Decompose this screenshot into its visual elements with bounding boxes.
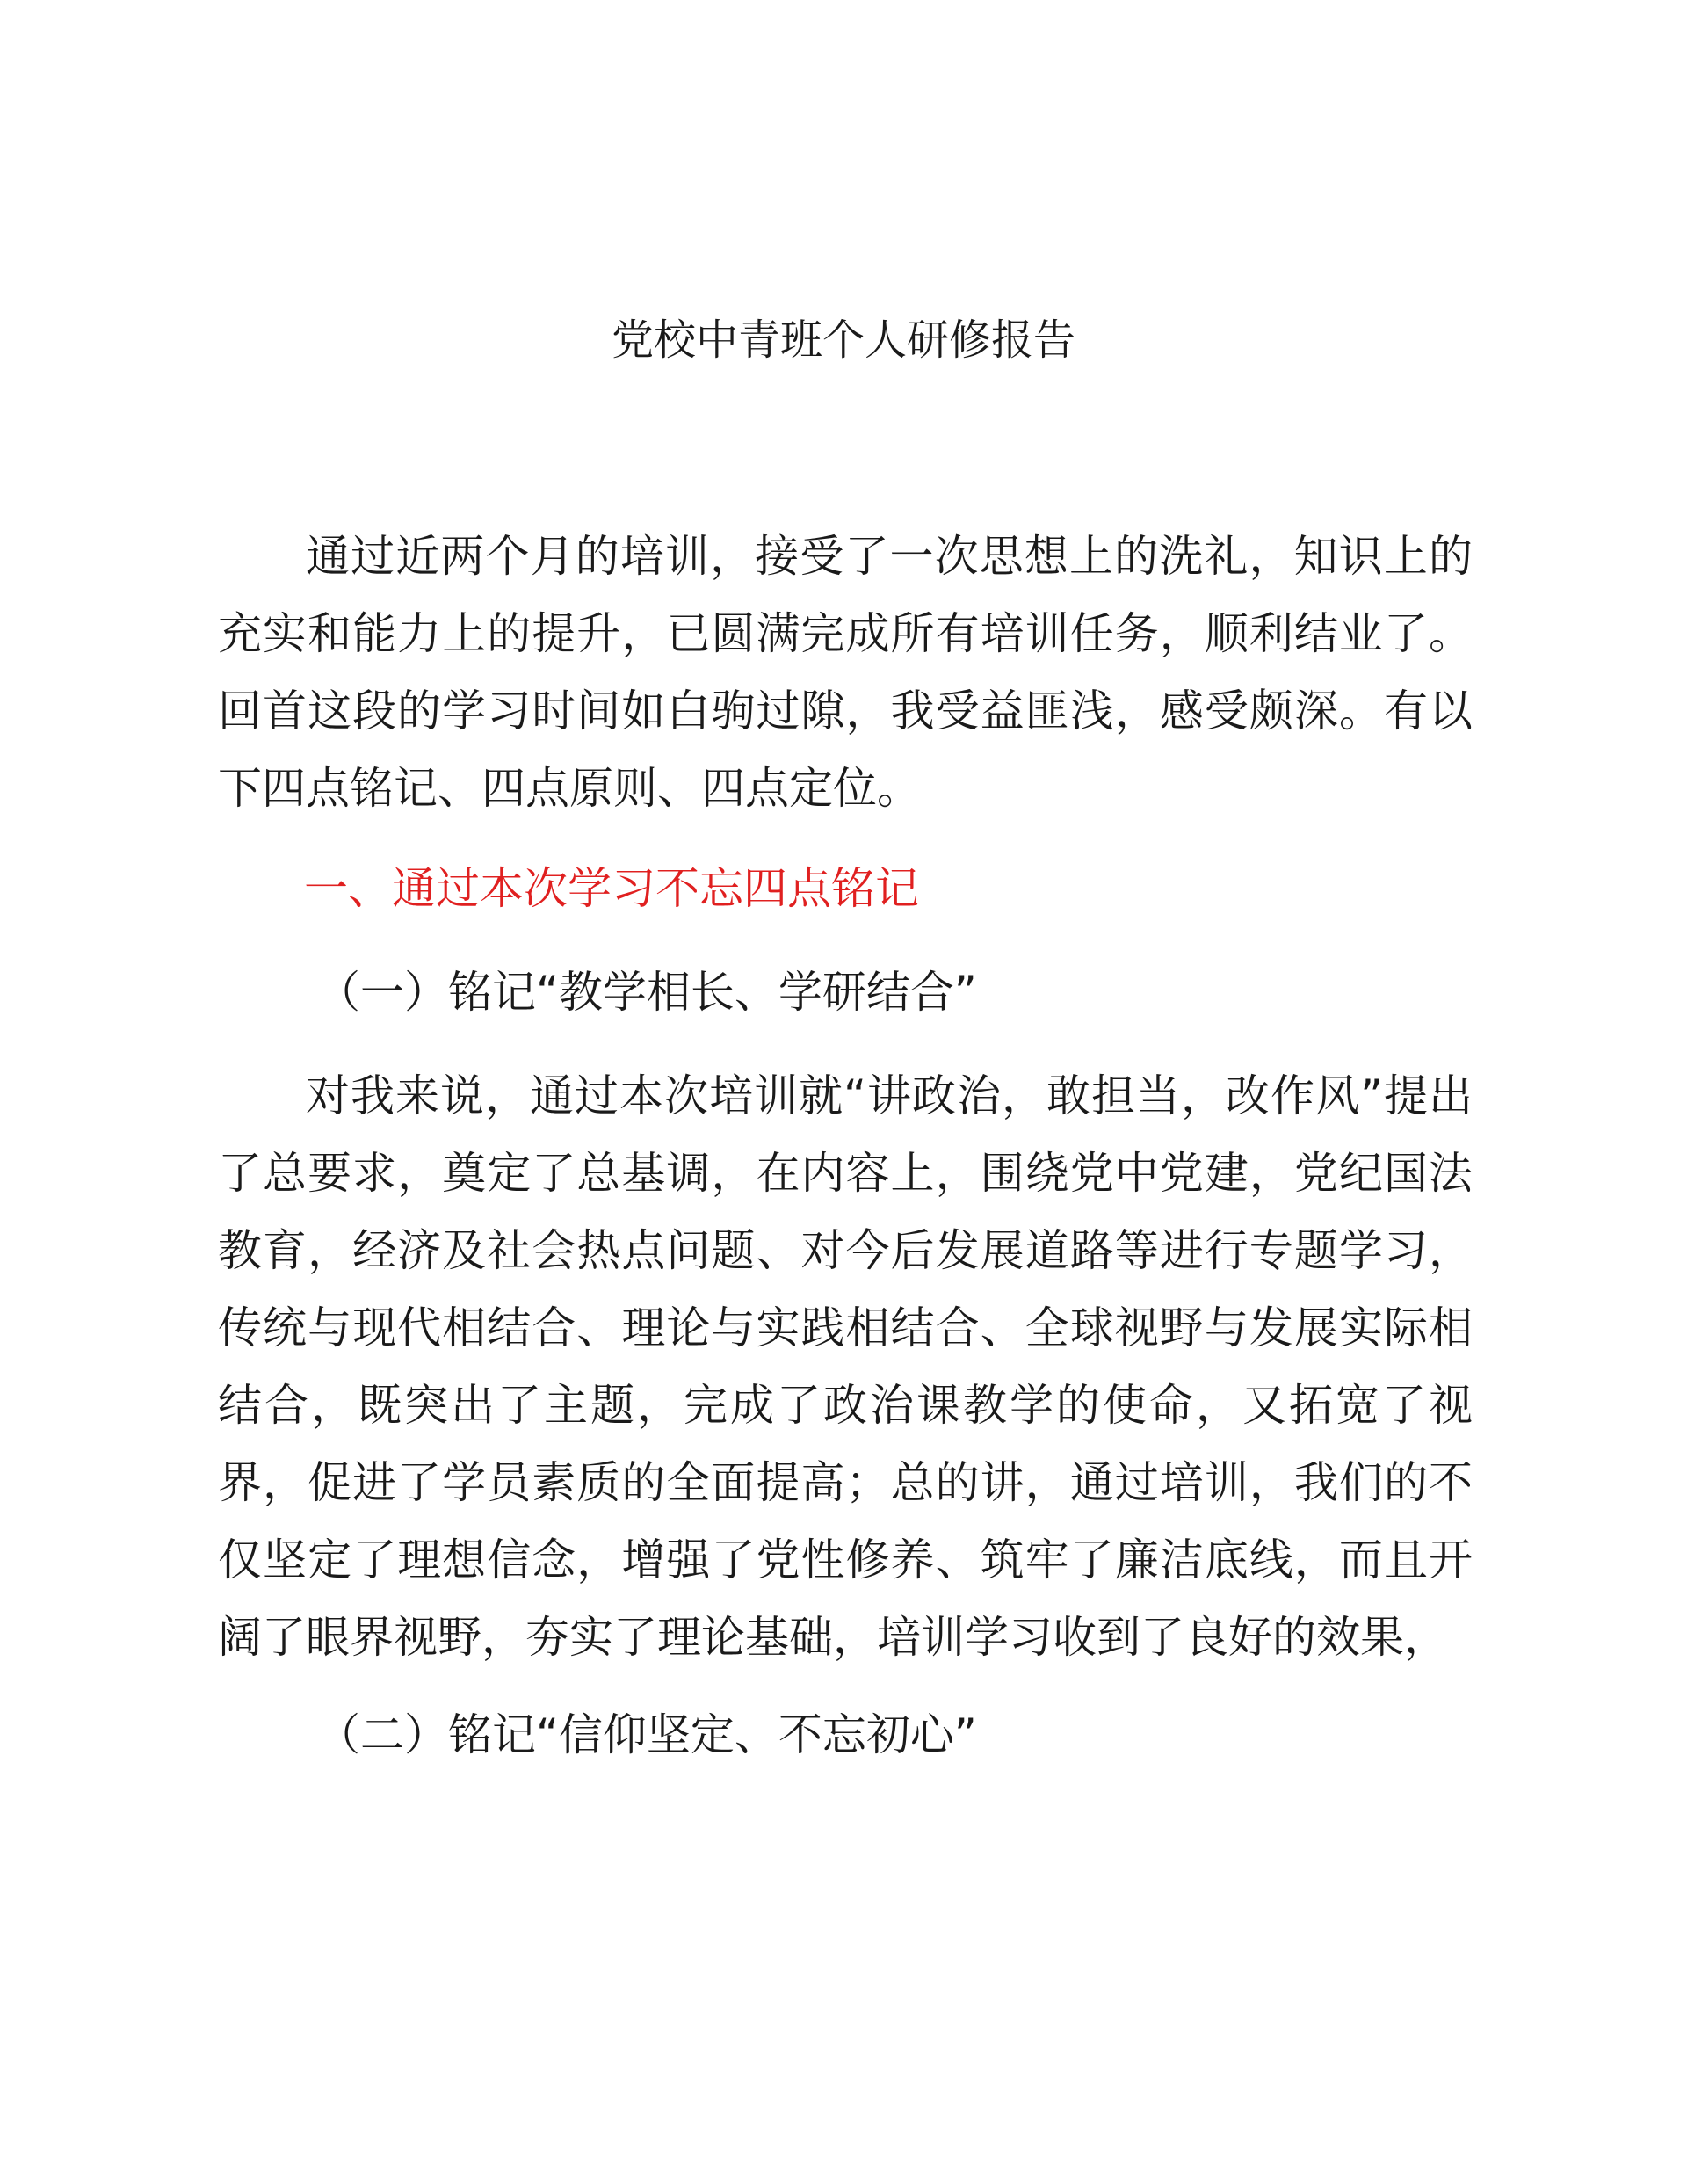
subheading-2: （二）铭记“信仰坚定、不忘初心” [316, 1709, 977, 1760]
intro-paragraph: 通过近两个月的培训，接受了一次思想上的洗礼，知识上的充实和能力上的提升，已圆满完成所有培训任务，顺利结业了。回首这段的学习时间如白驹过隙，我受益匪浅，感受颇深。有以下四点铭记、四点原则、四点定位。 [218, 531, 1473, 814]
body-paragraph: 对我来说，通过本次培训就“讲政治，敢担当，改作风”提出了总要求，奠定了总基调，在内容上，围绕党中党建，党纪国法教育，经济及社会热点问题、对今后发展道路等进行专题学习，传统与现代相结合、理论与实践相结合、全球视野与发展实际相结合，既突出了主题，完成了政治课教学的使命，又拓宽了视界，促进了学员素质的全面提高；总的讲，通过培训，我们的不仅坚定了理想信念，增强了党性修养、筑牢了廉洁底线，而且开阔了眼界视野，夯实了理论基础，培训学习收到了良好的效果， [218, 1070, 1473, 1663]
section-heading-1: 一、通过本次学习不忘四点铭记 [304, 863, 919, 914]
subheading-1: （一）铭记“教学相长、学研结合” [316, 967, 977, 1018]
body-paragraph-block [218, 1057, 1473, 1676]
document-title: 党校中青班个人研修报告 [611, 316, 1075, 365]
intro-paragraph-block [218, 518, 1473, 827]
